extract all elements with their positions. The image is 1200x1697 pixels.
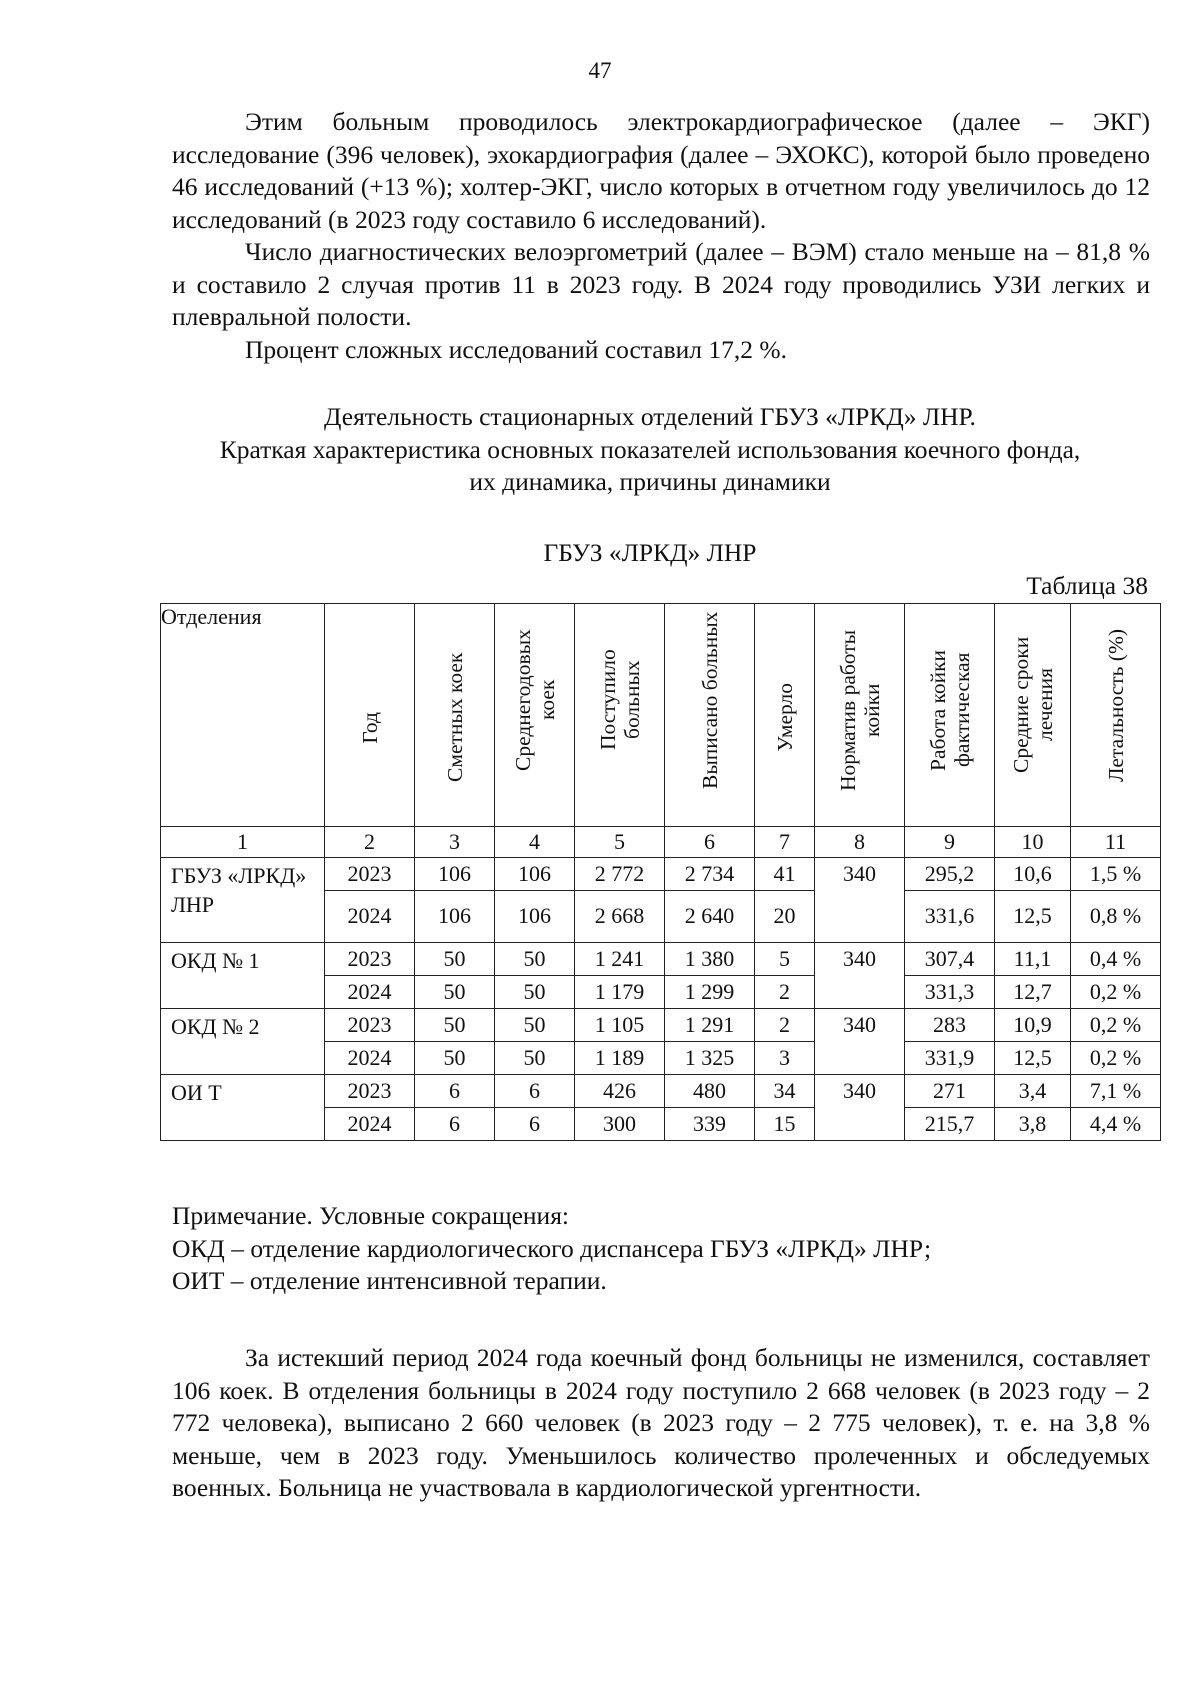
cell-discharged: 480	[665, 1075, 755, 1108]
column-number: 2	[325, 827, 415, 858]
cell-norm: 340	[815, 858, 905, 943]
table-note	[172, 1200, 931, 1298]
cell-avg-stay: 3,8	[995, 1108, 1071, 1141]
column-number: 5	[575, 827, 665, 858]
header-lethality: Летальность (%)	[1071, 604, 1161, 827]
dept-cell: ОИ Т	[161, 1075, 325, 1141]
cell-work: 295,2	[905, 858, 995, 891]
cell-beds-est: 50	[415, 1042, 495, 1075]
closing-paragraph: За истекший период 2024 года коечный фонд больницы не изменился, составляет 106 коек. В отделения больницы в 2024 году поступило 2 668 человек (в 2023 году – 2 772 человека), выписано 2 660 человек (в 2023 году – 2 775 человек), т. е. на 3,8 % меньше, чем в 2023 году. Уменьшилось количество пролеченных и обследуемых военных. Больница не участвовала в кардиологической ургентности.	[172, 1343, 1150, 1502]
cell-year: 2024	[325, 891, 415, 943]
cell-lethality: 0,2 %	[1071, 1042, 1161, 1075]
cell-died: 34	[755, 1075, 815, 1108]
column-number: 6	[665, 827, 755, 858]
cell-discharged: 1 380	[665, 943, 755, 976]
cell-year: 2023	[325, 1075, 415, 1108]
cell-avg-stay: 10,6	[995, 858, 1071, 891]
intro-paragraph: Этим больным проводилось электрокардиографическое (далее – ЭКГ) исследование (396 человек), эхокардиография (далее – ЭХОКС), которой было проведено 46 исследований (+13 %); холтер-ЭКГ, число которых в отчетном году увеличилось до 12 исследований (в 2023 году составило 6 исследований).	[172, 107, 1150, 234]
cell-lethality: 0,2 %	[1071, 976, 1161, 1009]
header-beds-est: Сметных коек	[415, 604, 495, 827]
beds-table	[160, 603, 1161, 1141]
cell-lethality: 1,5 %	[1071, 858, 1161, 891]
cell-work: 283	[905, 1009, 995, 1042]
cell-lethality: 0,2 %	[1071, 1009, 1161, 1042]
cell-died: 20	[755, 891, 815, 943]
cell-died: 41	[755, 858, 815, 891]
column-number: 4	[495, 827, 575, 858]
cell-beds-est: 50	[415, 1009, 495, 1042]
cell-avg-stay: 3,4	[995, 1075, 1071, 1108]
table-title: ГБУЗ «ЛРКД» ЛНР	[543, 538, 757, 567]
cell-died: 5	[755, 943, 815, 976]
header-dept: Отделения	[161, 604, 325, 827]
table-row	[161, 943, 1161, 976]
table-row	[161, 858, 1161, 891]
cell-beds-est: 50	[415, 976, 495, 1009]
intro-paragraph: Число диагностических велоэргометрий (далее – ВЭМ) стало меньше на – 81,8 % и составило 2 случая против 11 в 2023 году. В 2024 году проводились УЗИ легких и плевральной полости.	[172, 237, 1150, 331]
cell-work: 331,9	[905, 1042, 995, 1075]
cell-discharged: 1 325	[665, 1042, 755, 1075]
cell-avg-stay: 12,5	[995, 1042, 1071, 1075]
cell-norm: 340	[815, 943, 905, 1009]
cell-beds-avg: 50	[495, 1042, 575, 1075]
cell-beds-avg: 50	[495, 1009, 575, 1042]
cell-beds-avg: 50	[495, 976, 575, 1009]
intro-text	[172, 106, 1150, 366]
header-year: Год	[325, 604, 415, 827]
cell-admitted: 300	[575, 1108, 665, 1141]
section-title-line: Краткая характеристика основных показателей использования коечного фонда,	[219, 434, 1081, 464]
cell-year: 2024	[325, 976, 415, 1009]
intro-paragraph: Процент сложных исследований составил 17,2 %.	[245, 334, 787, 364]
section-title-line: Деятельность стационарных отделений ГБУЗ «ЛРКД» ЛНР.	[324, 402, 976, 431]
cell-discharged: 2 640	[665, 891, 755, 943]
column-number: 10	[995, 827, 1071, 858]
dept-cell: ГБУЗ «ЛРКД» ЛНР	[161, 858, 325, 943]
cell-beds-avg: 6	[495, 1075, 575, 1108]
cell-avg-stay: 10,9	[995, 1009, 1071, 1042]
cell-lethality: 0,8 %	[1071, 891, 1161, 943]
table-row	[161, 1009, 1161, 1042]
column-number-row	[161, 827, 1161, 858]
table-header-row	[161, 604, 1161, 827]
section-title	[150, 401, 1150, 499]
column-number: 11	[1071, 827, 1161, 858]
cell-died: 2	[755, 976, 815, 1009]
cell-beds-est: 50	[415, 943, 495, 976]
cell-discharged: 1 299	[665, 976, 755, 1009]
cell-avg-stay: 11,1	[995, 943, 1071, 976]
column-number: 7	[755, 827, 815, 858]
cell-work: 271	[905, 1075, 995, 1108]
table-caption: Таблица 38	[1026, 571, 1148, 600]
header-discharged: Выписано больных	[665, 604, 755, 827]
cell-norm: 340	[815, 1075, 905, 1141]
cell-admitted: 2 772	[575, 858, 665, 891]
note-heading: Примечание. Условные сокращения:	[172, 1201, 570, 1230]
cell-died: 15	[755, 1108, 815, 1141]
column-number: 8	[815, 827, 905, 858]
header-died: Умерло	[755, 604, 815, 827]
note-line: ОКД – отделение кардиологического диспансера ГБУЗ «ЛРКД» ЛНР;	[172, 1233, 932, 1263]
dept-cell: ОКД № 2	[161, 1009, 325, 1075]
header-beds-avg: Среднегодовых коек	[495, 604, 575, 827]
cell-admitted: 426	[575, 1075, 665, 1108]
cell-beds-est: 6	[415, 1075, 495, 1108]
cell-discharged: 339	[665, 1108, 755, 1141]
cell-beds-avg: 106	[495, 858, 575, 891]
table-row	[161, 1075, 1161, 1108]
cell-lethality: 4,4 %	[1071, 1108, 1161, 1141]
header-admitted: Поступило больных	[575, 604, 665, 827]
cell-beds-avg: 6	[495, 1108, 575, 1141]
cell-died: 2	[755, 1009, 815, 1042]
cell-work: 331,3	[905, 976, 995, 1009]
cell-year: 2023	[325, 858, 415, 891]
cell-year: 2024	[325, 1108, 415, 1141]
cell-beds-est: 106	[415, 891, 495, 943]
column-number: 9	[905, 827, 995, 858]
section-title-line: их динамика, причины динамики	[469, 467, 831, 496]
cell-beds-avg: 50	[495, 943, 575, 976]
dept-cell: ОКД № 1	[161, 943, 325, 1009]
cell-avg-stay: 12,5	[995, 891, 1071, 943]
cell-avg-stay: 12,7	[995, 976, 1071, 1009]
cell-died: 3	[755, 1042, 815, 1075]
page-number: 47	[588, 58, 612, 83]
header-work: Работа койки фактическая	[905, 604, 995, 827]
cell-lethality: 7,1 %	[1071, 1075, 1161, 1108]
cell-norm: 340	[815, 1009, 905, 1075]
column-number: 3	[415, 827, 495, 858]
cell-discharged: 2 734	[665, 858, 755, 891]
header-norm: Норматив работы койки	[815, 604, 905, 827]
cell-work: 307,4	[905, 943, 995, 976]
note-line: ОИТ – отделение интенсивной терапии.	[172, 1266, 607, 1295]
cell-beds-est: 106	[415, 858, 495, 891]
cell-admitted: 1 179	[575, 976, 665, 1009]
cell-beds-est: 6	[415, 1108, 495, 1141]
closing-text	[172, 1342, 1150, 1505]
cell-admitted: 2 668	[575, 891, 665, 943]
cell-admitted: 1 105	[575, 1009, 665, 1042]
cell-admitted: 1 241	[575, 943, 665, 976]
cell-work: 331,6	[905, 891, 995, 943]
cell-year: 2023	[325, 943, 415, 976]
cell-admitted: 1 189	[575, 1042, 665, 1075]
cell-year: 2024	[325, 1042, 415, 1075]
cell-work: 215,7	[905, 1108, 995, 1141]
cell-year: 2023	[325, 1009, 415, 1042]
cell-discharged: 1 291	[665, 1009, 755, 1042]
header-avg-stay: Средние сроки лечения	[995, 604, 1071, 827]
column-number: 1	[161, 827, 325, 858]
cell-beds-avg: 106	[495, 891, 575, 943]
cell-lethality: 0,4 %	[1071, 943, 1161, 976]
